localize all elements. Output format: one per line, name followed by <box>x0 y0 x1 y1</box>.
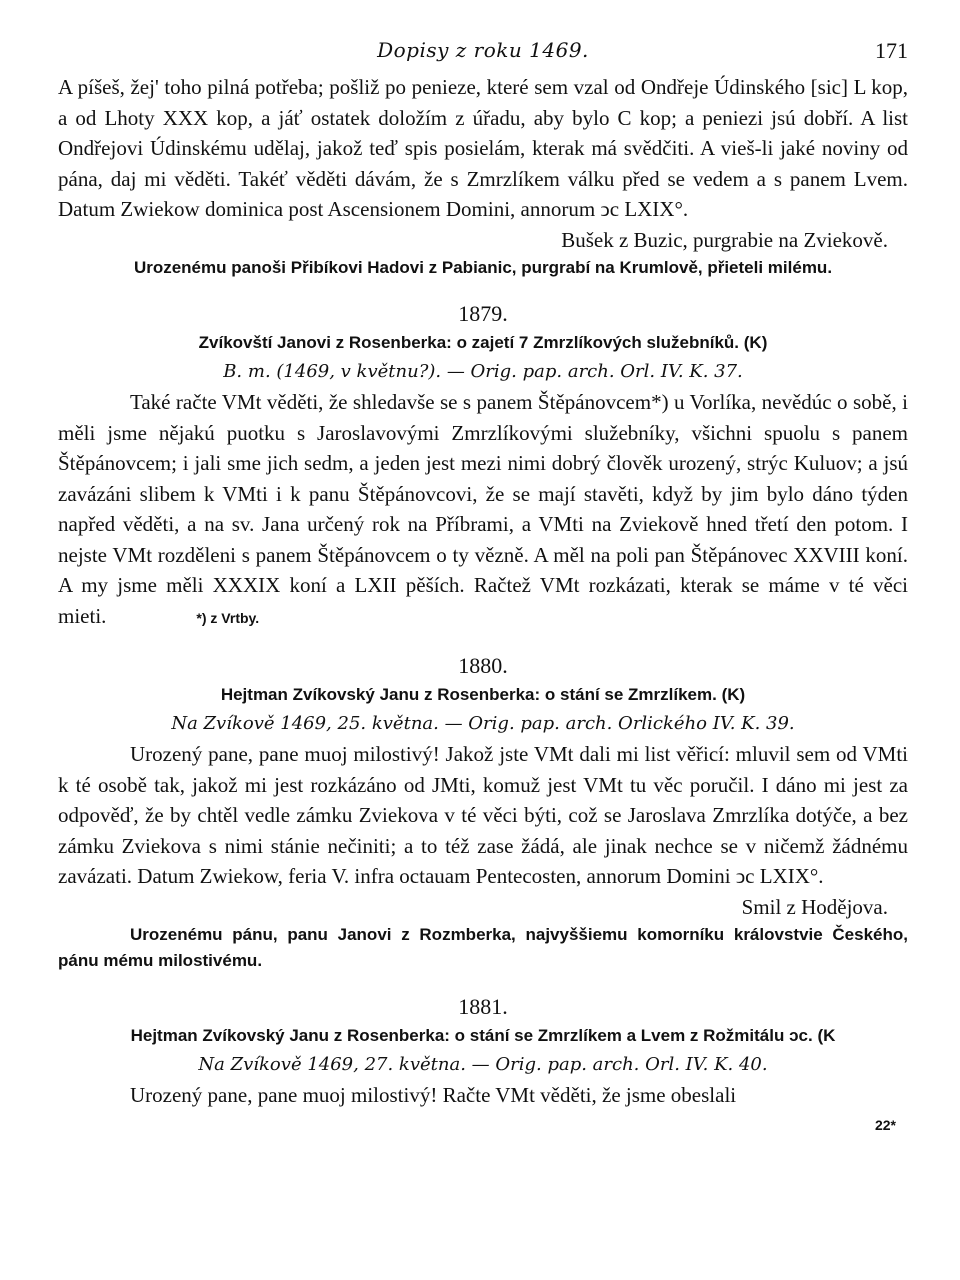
letter-address: Urozenému pánu, panu Janovi z Rozmberka, najvyššiemu komorníku královstvie Českého, pánu mému milostivému. <box>58 925 908 970</box>
letter-1881 <box>58 992 908 1111</box>
document-title: Hejtman Zvíkovský Janu z Rosenberka: o stání se Zmrzlíkem a Lvem z Rožmitálu ↄc. (K <box>130 1026 836 1045</box>
letter-body: A píšeš, žej' toho pilná potřeba; pošliž po penieze, které sem vzal od Ondřeje Údinského [sic] L kop, a od Lhoty XXX kop, a jáť ostatek doložím z úřadu, aby bylo C kop; a peniezi jsú dobří. A list Ondřejovi Údinskému udělaj, jakož teď spis posielám, kterak má svědčiti. A vieš-li jaké noviny od pána, daj mi věděti. Takéť věděti dávám, že s Zmrzlíkem válku před se vedem a s panem Lvem. Datum Zwiekow dominica post Ascensionem Domini, annorum ↄc LXIX°. <box>58 75 908 221</box>
letter-1880 <box>58 651 908 974</box>
page-number: 171 <box>875 38 908 63</box>
letter-body-text: Také račte VMt věděti, že shledavše se s panem Štěpánovcem*) u Vorlíka, nevědúc o sobě, i měli jsme nějakú puotku s Jaroslavovými Zmrzlíkovými služebníky, všichni spuolu s panem Štěpánovcem; i jali sme jich sedm, a jeden jest mezi nimi dobrý člověk urozený, strýc Kuluov; a jsú zavázáni slibem k VMti i k panu Štěpánovcovi, že se mají stavěti, když by jim bylo dáno týden napřed věděti, a na sv. Jana určený rok na Příbrami, a VMti na Zviekově hned třetí den potom. I nejste VMt rozděleni s panem Štěpánovcem o ty vězně. A měl na poli pan Štěpánovec XXVIII koní. A my jsme měli XXXIX koní a LXII pěších. Račtež VMt rozkázati, kterak se máme v té věci mieti. <box>58 390 908 628</box>
document-source: Na Zvíkově 1469, 27. května. — Orig. pap. arch. Orl. IV. K. 40. <box>198 1054 768 1075</box>
document-source: Na Zvíkově 1469, 25. května. — Orig. pap. arch. Orlického IV. K. 39. <box>171 713 795 734</box>
letter-body: Urozený pane, pane muoj milostivý! Račte VMt věděti, že jsme obeslali <box>130 1083 737 1107</box>
sheet-signature-mark: 22* <box>874 1116 896 1133</box>
letter-body: Urozený pane, pane muoj milostivý! Jakož jste VMt dali mi list věřicí: mluvil sem od VMti k té osobě tak, jakož mi jest rozkázáno od JMti, komuž jest VMt tu věc poručil. I dáno mi jest za odpověď, že by chtěl vedle zámku Zviekova v té věci býti, což se Jaroslava Zmrzlíka dotýče, a bez zámku Zviekova s nimi stánie nečiniti; a to též zase žádá, ale jinak nechce se v ničemž žádnému zavázati. Datum Zwiekow, feria V. infra octauam Pentecosten, annorum Domini ↄc LXIX°. <box>58 742 908 888</box>
document-number: 1880. <box>458 653 508 678</box>
document-title: Zvíkovští Janovi z Rosenberka: o zajetí 7 Zmrzlíkových služebníků. (K) <box>198 333 768 352</box>
running-title: Dopisy z roku 1469. <box>377 38 589 62</box>
letter-1878-continuation <box>58 72 908 281</box>
document-source: B. m. (1469, v květnu?). — Orig. pap. arch. Orl. IV. K. 37. <box>223 361 743 382</box>
footnote: *) z Vrtby. <box>196 609 260 626</box>
document-number: 1879. <box>458 301 508 326</box>
letter-signature: Smil z Hodějova. <box>741 894 888 919</box>
letter-1879 <box>58 299 908 633</box>
document-number: 1881. <box>458 994 508 1019</box>
letter-body <box>58 387 908 633</box>
page-header <box>58 28 908 72</box>
letter-address: Urozenému panoši Přibíkovi Hadovi z Pabianic, purgrabí na Krumlově, přieteli milému. <box>133 258 833 277</box>
letter-signature: Bušek z Buzic, purgrabie na Zviekově. <box>561 227 888 252</box>
document-title: Hejtman Zvíkovský Janu z Rosenberka: o stání se Zmrzlíkem. (K) <box>220 685 746 704</box>
document-page <box>58 28 908 1133</box>
